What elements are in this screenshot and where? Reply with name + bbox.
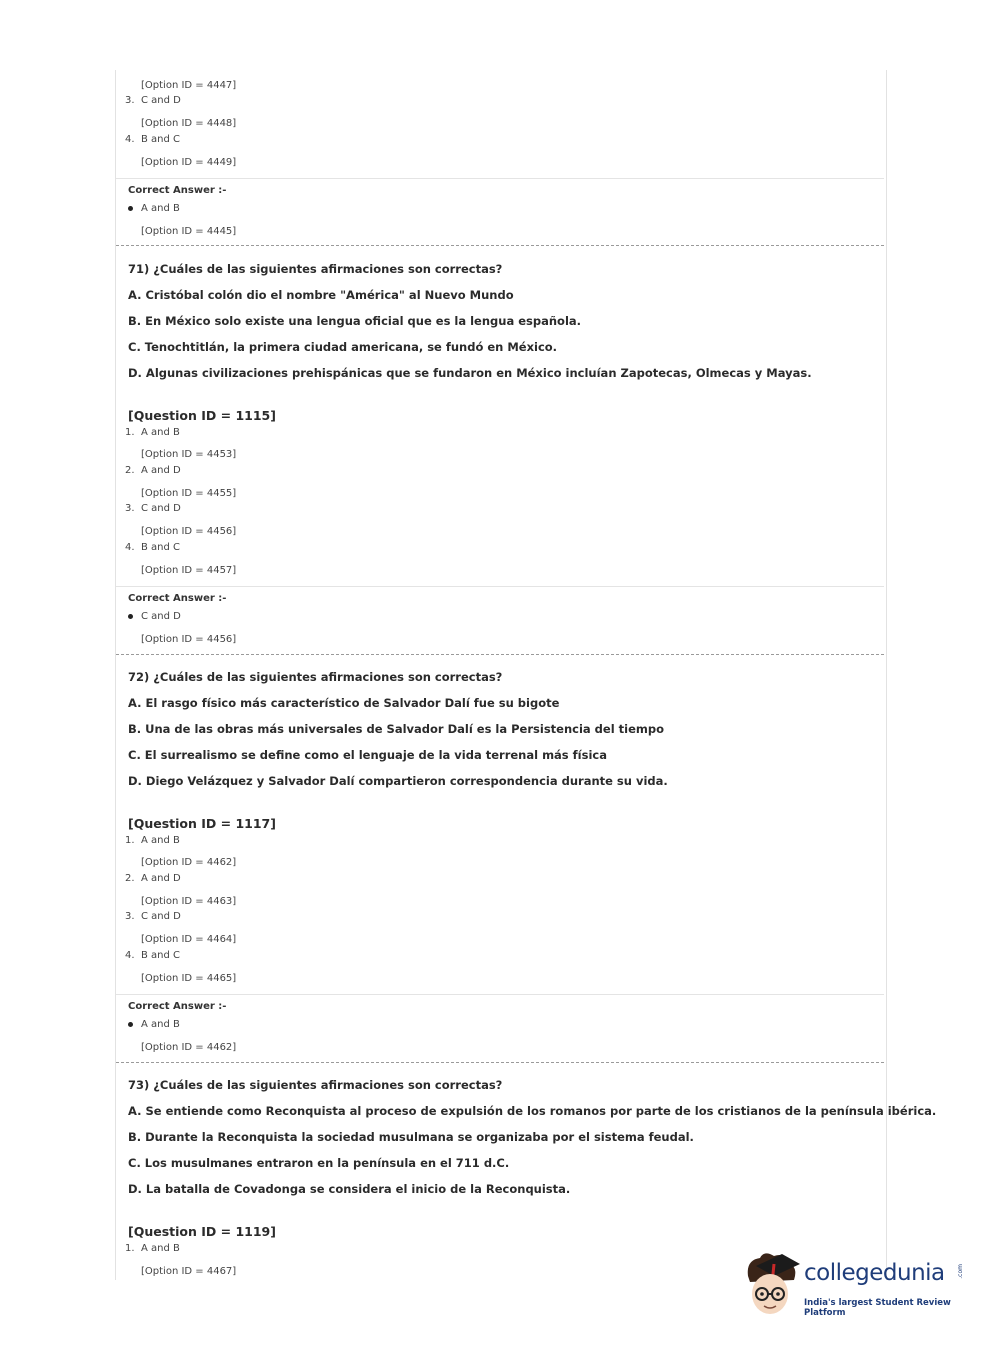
option-number: 4. [125, 134, 135, 145]
statement-c: C. Tenochtitlán, la primera ciudad americana, se fundó en México. [128, 340, 558, 354]
option-id: [Option ID = 4464] [141, 934, 237, 945]
option-number: 1. [125, 1243, 135, 1254]
question-id: [Question ID = 1115] [128, 408, 276, 423]
option-id: [Option ID = 4467] [141, 1266, 237, 1277]
option-number: 3. [125, 503, 135, 514]
option-item [125, 503, 181, 514]
option-number: 1. [125, 835, 135, 846]
statement-c: C. El surrealismo se define como el lenguaje de la vida terrenal más física [128, 748, 607, 762]
correct-answer-label: Correct Answer :- [128, 1001, 227, 1012]
option-id: [Option ID = 4457] [141, 565, 237, 576]
question-separator [116, 245, 884, 246]
option-number: 4. [125, 950, 135, 961]
option-text: C and D [141, 911, 181, 922]
question-separator [116, 654, 884, 655]
correct-answer [128, 611, 181, 622]
correct-answer-label: Correct Answer :- [128, 593, 227, 604]
option-text: A and B [141, 1243, 180, 1254]
option-item [125, 465, 181, 476]
option-id: [Option ID = 4453] [141, 449, 237, 460]
collegedunia-logo[interactable] [742, 1250, 972, 1320]
option-item [125, 134, 180, 145]
bullet-icon [128, 206, 133, 211]
question-title: 71) ¿Cuáles de las siguientes afirmaciones son correctas? [128, 262, 503, 276]
option-id: [Option ID = 4447] [141, 80, 237, 91]
option-item [125, 1243, 180, 1254]
statement-d: D. Algunas civilizaciones prehispánicas que se fundaron en México incluían Zapotecas, Olmecas y Mayas. [128, 366, 812, 380]
option-item [125, 835, 180, 846]
option-item [125, 873, 181, 884]
option-text: A and D [141, 873, 181, 884]
option-id: [Option ID = 4456] [141, 634, 237, 645]
statement-a: A. Cristóbal colón dio el nombre "América" al Nuevo Mundo [128, 288, 514, 302]
option-number: 1. [125, 427, 135, 438]
statement-d: D. Diego Velázquez y Salvador Dalí compartieron correspondencia durante su vida. [128, 774, 668, 788]
option-id: [Option ID = 4448] [141, 118, 237, 129]
option-item [125, 542, 180, 553]
correct-answer-text: A and B [141, 203, 180, 214]
question-separator [116, 1062, 884, 1063]
option-item [125, 427, 180, 438]
statement-a: A. Se entiende como Reconquista al proceso de expulsión de los romanos por parte de los cristianos de la península ibérica. [128, 1104, 937, 1118]
statement-a: A. El rasgo físico más característico de Salvador Dalí fue su bigote [128, 696, 560, 710]
option-number: 2. [125, 873, 135, 884]
option-id: [Option ID = 4445] [141, 226, 237, 237]
question-id: [Question ID = 1117] [128, 816, 276, 831]
option-id: [Option ID = 4455] [141, 488, 237, 499]
option-id: [Option ID = 4462] [141, 857, 237, 868]
logo-tagline: India's largest Student Review Platform [804, 1298, 951, 1318]
option-text: A and D [141, 465, 181, 476]
bullet-icon [128, 1022, 133, 1027]
logo-wordmark: collegedunia [804, 1260, 945, 1286]
correct-answer [128, 1019, 180, 1030]
divider [116, 178, 884, 179]
option-number: 3. [125, 911, 135, 922]
option-id: [Option ID = 4456] [141, 526, 237, 537]
statement-b: B. Una de las obras más universales de Salvador Dalí es la Persistencia del tiempo [128, 722, 664, 736]
correct-answer-text: C and D [141, 611, 181, 622]
correct-answer [128, 203, 180, 214]
option-item [125, 95, 181, 106]
option-number: 3. [125, 95, 135, 106]
divider [116, 994, 884, 995]
option-id: [Option ID = 4449] [141, 157, 237, 168]
question-title: 73) ¿Cuáles de las siguientes afirmaciones son correctas? [128, 1078, 503, 1092]
option-id: [Option ID = 4462] [141, 1042, 237, 1053]
statement-c: C. Los musulmanes entraron en la península en el 711 d.C. [128, 1156, 510, 1170]
option-number: 2. [125, 465, 135, 476]
option-text: A and B [141, 427, 180, 438]
question-id: [Question ID = 1119] [128, 1224, 276, 1239]
bullet-icon [128, 614, 133, 619]
mascot-icon [742, 1250, 802, 1320]
option-text: B and C [141, 134, 181, 145]
option-item [125, 950, 180, 961]
divider [116, 586, 884, 587]
option-id: [Option ID = 4463] [141, 896, 237, 907]
option-id: [Option ID = 4465] [141, 973, 237, 984]
option-text: C and D [141, 95, 181, 106]
logo-suffix: .com [957, 1264, 964, 1279]
correct-answer-label: Correct Answer :- [128, 185, 227, 196]
option-text: A and B [141, 835, 180, 846]
statement-b: B. Durante la Reconquista la sociedad musulmana se organizaba por el sistema feudal. [128, 1130, 694, 1144]
option-text: B and C [141, 542, 181, 553]
option-text: C and D [141, 503, 181, 514]
statement-d: D. La batalla de Covadonga se considera el inicio de la Reconquista. [128, 1182, 571, 1196]
option-text: B and C [141, 950, 181, 961]
option-item [125, 911, 181, 922]
statement-b: B. En México solo existe una lengua oficial que es la lengua española. [128, 314, 582, 328]
option-number: 4. [125, 542, 135, 553]
correct-answer-text: A and B [141, 1019, 180, 1030]
question-title: 72) ¿Cuáles de las siguientes afirmaciones son correctas? [128, 670, 503, 684]
